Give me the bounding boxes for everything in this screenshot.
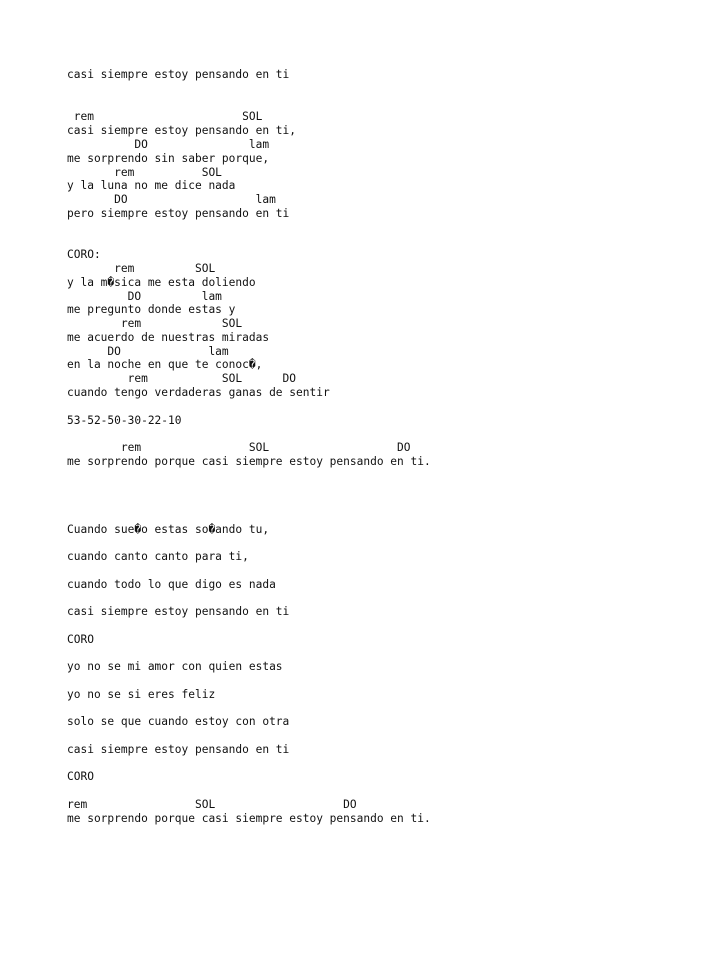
chord-line: rem SOL: [67, 262, 216, 275]
chord-line: DO lam: [67, 138, 270, 151]
chord-line: DO lam: [67, 345, 229, 358]
lyric-line: en la noche en que te conoc�,: [67, 358, 263, 371]
chord-line: DO lam: [67, 193, 276, 206]
chord-line: rem SOL: [67, 110, 263, 123]
lyric-line: casi siempre estoy pensando en ti,: [67, 124, 297, 137]
lyric-line: me sorprendo porque casi siempre estoy pensando en ti.: [67, 455, 431, 468]
lyric-line: cuando tengo verdaderas ganas de sentir: [67, 386, 330, 399]
chord-line: rem SOL DO: [67, 372, 297, 385]
lyric-line: me sorprendo porque casi siempre estoy pensando en ti.: [67, 812, 431, 825]
chord-line: DO lam: [67, 290, 222, 303]
lyric-line: y la m�sica me esta doliendo: [67, 276, 256, 289]
lyric-line: casi siempre estoy pensando en ti: [67, 743, 290, 756]
lyric-line: me sorprendo sin saber porque,: [67, 152, 270, 165]
lyric-line: yo no se mi amor con quien estas: [67, 660, 283, 673]
lyric-line: solo se que cuando estoy con otra: [67, 715, 290, 728]
coro-marker: CORO: [67, 633, 94, 646]
chord-line: rem SOL DO: [67, 441, 411, 454]
lyric-line: Cuando sue�o estas so�ando tu,: [67, 523, 270, 536]
lyric-line: me acuerdo de nuestras miradas: [67, 331, 270, 344]
chord-line: rem SOL: [67, 317, 243, 330]
lyric-line: y la luna no me dice nada: [67, 179, 236, 192]
numbers-line: 53-52-50-30-22-10: [67, 414, 182, 427]
lyric-line: yo no se si eres feliz: [67, 688, 216, 701]
chord-line: rem SOL DO: [67, 798, 357, 811]
lyric-line: cuando canto canto para ti,: [67, 550, 249, 563]
coro-marker: CORO: [67, 770, 94, 783]
lyric-line: cuando todo lo que digo es nada: [67, 578, 276, 591]
lyric-line: pero siempre estoy pensando en ti: [67, 207, 290, 220]
lyric-line: casi siempre estoy pensando en ti: [67, 605, 290, 618]
chord-line: rem SOL: [67, 166, 222, 179]
coro-heading: CORO:: [67, 248, 101, 261]
song-title: casi siempre estoy pensando en ti: [67, 68, 290, 81]
lyric-line: me pregunto donde estas y: [67, 303, 236, 316]
